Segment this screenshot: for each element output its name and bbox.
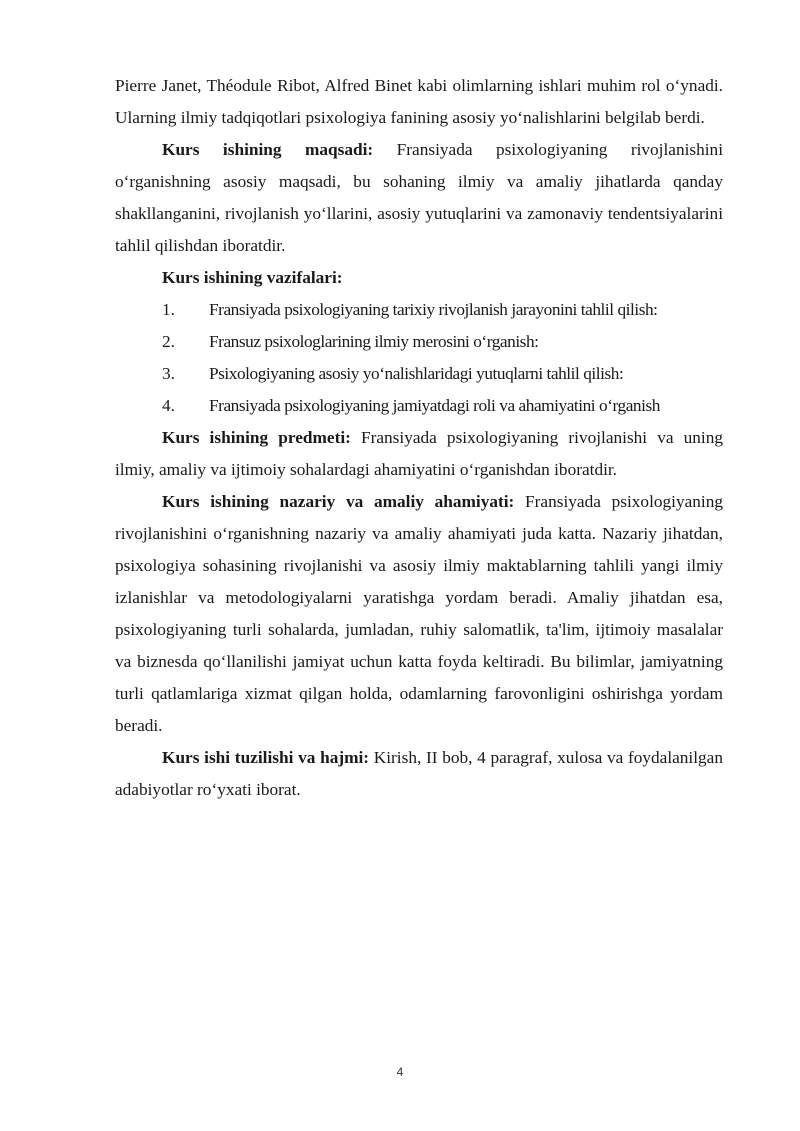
significance-paragraph bbox=[115, 486, 723, 742]
tasks-list bbox=[115, 294, 723, 422]
structure-heading: Kurs ishi tuzilishi va hajmi: bbox=[162, 748, 370, 767]
structure-text: Kirish, II bob, 4 paragraf, xulosa va foydalanilgan adabiyotlar ro‘yxati iborat. bbox=[115, 748, 723, 799]
tasks-heading: Kurs ishining vazifalari: bbox=[162, 268, 343, 287]
page-body bbox=[115, 70, 723, 806]
intro-paragraph: Pierre Janet, Théodule Ribot, Alfred Binet kabi olimlarning ishlari muhim rol o‘ynadi. Ularning ilmiy tadqiqotlari psixologiya fanining asosiy yo‘nalishlarini belgilab berdi. bbox=[115, 76, 723, 127]
page-number: 4 bbox=[396, 1065, 404, 1079]
goal-heading: Kurs ishining maqsadi: bbox=[162, 140, 374, 159]
subject-heading: Kurs ishining predmeti: bbox=[162, 428, 351, 447]
goal-paragraph bbox=[115, 134, 723, 262]
goal-text: Fransiyada psixologiyaning rivojlanishini o‘rganishning asosiy maqsadi, bu sohaning ilmiy va amaliy jihatlarda qanday shakllanganini, rivojlanish yo‘llarini, asosiy yutuqlarini va zamonaviy tendentsiyalarini tahlil qilishdan iboratdir. bbox=[115, 140, 723, 255]
subject-paragraph bbox=[115, 422, 723, 486]
list-item bbox=[115, 358, 723, 390]
list-item-number: 4. bbox=[162, 396, 175, 415]
list-item bbox=[115, 390, 723, 422]
list-item-text: Fransiyada psixologiyaning tarixiy rivojlanish jarayonini tahlil qilish: bbox=[209, 300, 658, 319]
structure-paragraph bbox=[115, 742, 723, 806]
significance-text: Fransiyada psixologiyaning rivojlanishini o‘rganishning nazariy va amaliy ahamiyati juda katta. Nazariy jihatdan, psixologiya sohasining rivojlanishi va asosiy ilmiy maktablarning tahlili yangi ilmiy izlanishlar va metodologiyalarni yaratishga yordam beradi. Amaliy jihatdan esa, psixologiyaning turli sohalarda, jumladan, ruhiy salomatlik, ta'lim, ijtimoiy masalalar va biznesda qo‘llanilishi jamiyat uchun katta foyda keltiradi. Bu bilimlar, jamiyatning turli qatlamlariga xizmat qilgan holda, odamlarning farovonligini oshirishga yordam beradi. bbox=[115, 492, 723, 735]
list-item-number: 1. bbox=[162, 300, 175, 319]
list-item-text: Psixologiyaning asosiy yo‘nalishlaridagi yutuqlarni tahlil qilish: bbox=[209, 364, 624, 383]
list-item-text: Fransiyada psixologiyaning jamiyatdagi roli va ahamiyatini o‘rganish bbox=[209, 396, 660, 415]
list-item-text: Fransuz psixologlarining ilmiy merosini o‘rganish: bbox=[209, 332, 539, 351]
subject-text: Fransiyada psixologiyaning rivojlanishi va uning ilmiy, amaliy va ijtimoiy sohalardagi ahamiyatini o‘rganishdan iboratdir. bbox=[115, 428, 723, 479]
list-item bbox=[115, 294, 723, 326]
list-item-number: 3. bbox=[162, 364, 175, 383]
list-item bbox=[115, 326, 723, 358]
list-item-number: 2. bbox=[162, 332, 175, 351]
significance-heading: Kurs ishining nazariy va amaliy ahamiyati: bbox=[162, 492, 515, 511]
